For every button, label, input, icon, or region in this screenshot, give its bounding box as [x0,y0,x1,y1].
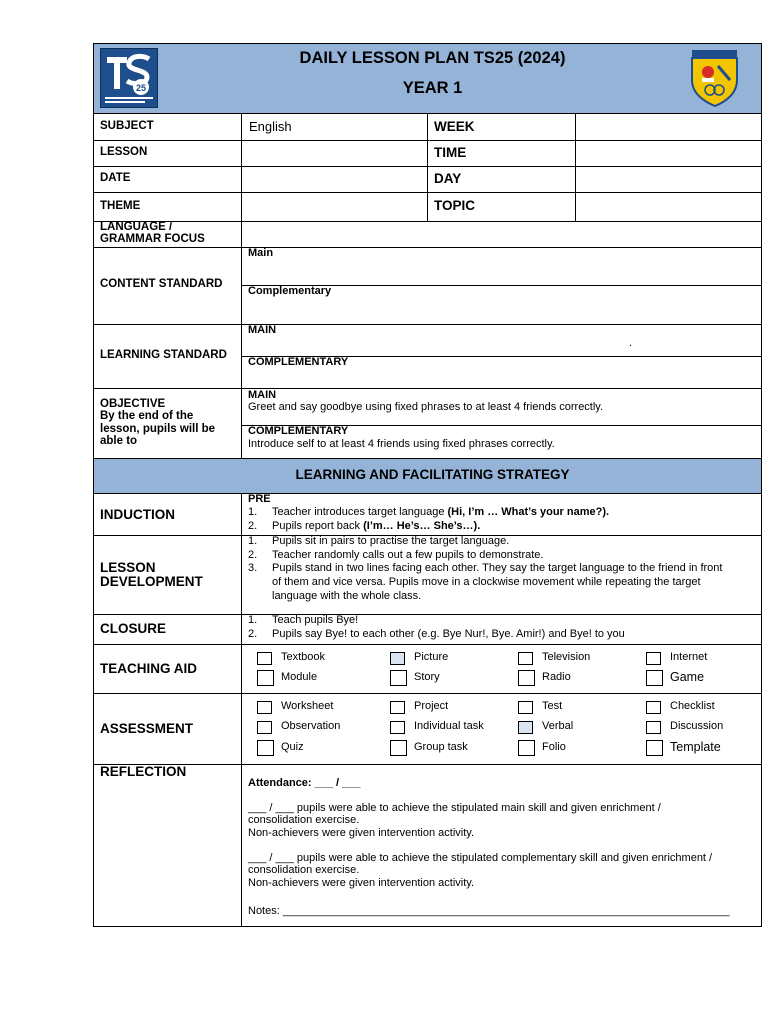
worksheet-option: Worksheet [281,700,334,712]
time-label: TIME [434,145,467,160]
television-checkbox[interactable] [518,652,533,665]
attendance-line: Attendance: ___ / ___ [248,777,361,789]
project-option: Project [414,700,449,712]
learning-standard-dot: . [629,337,633,349]
story-option: Story [414,671,440,683]
induction-pre: PRE [248,493,271,505]
development-number-1: 1. [248,535,258,547]
reflection-comp-line-1: ___ / ___ pupils were able to achieve the stipulated complementary skill and given enrichment / [248,852,713,864]
learning-standard-complementary: COMPLEMENTARY [248,356,349,368]
content-standard-complementary: Complementary [248,285,332,297]
folio-option: Folio [542,741,566,753]
module-option: Module [281,671,318,683]
reflection-main-line-2: consolidation exercise. [248,814,360,826]
group-task-checkbox[interactable] [390,740,407,756]
svg-text:25: 25 [136,83,147,93]
checklist-option: Checklist [670,700,715,712]
test-checkbox[interactable] [518,701,533,714]
template-option: Template [670,740,721,754]
development-label-line-2: DEVELOPMENT [100,574,203,589]
individual-task-option: Individual task [414,720,484,732]
development-item-3-line-2: of them and vice versa. Pupils move in a clockwise movement while repeating the target [272,576,701,588]
picture-option: Picture [414,651,449,663]
textbook-checkbox[interactable] [257,652,272,665]
discussion-checkbox[interactable] [646,721,661,734]
observation-checkbox[interactable] [257,721,272,734]
folio-checkbox[interactable] [518,740,535,756]
module-checkbox[interactable] [257,670,274,686]
objective-label: OBJECTIVE [100,398,166,410]
objective-label-line-4: able to [100,435,138,447]
document-title: DAILY LESSON PLAN TS25 (2024) [299,49,566,67]
day-label: DAY [434,171,462,186]
objective-label-line-2: By the end of the [100,410,194,422]
group-task-option: Group task [414,741,468,753]
theme-label: THEME [100,200,141,212]
induction-label: INDUCTION [100,507,175,522]
worksheet-checkbox[interactable] [257,701,272,714]
reflection-main-line-1: ___ / ___ pupils were able to achieve the stipulated main skill and given enrichment / [248,802,661,814]
learning-standard-main: MAIN [248,324,277,336]
closure-number-1: 1. [248,614,258,626]
objective-main-text: Greet and say goodbye using fixed phrases to at least 4 friends correctly. [248,401,604,413]
reflection-label: REFLECTION [100,764,187,779]
verbal-option: Verbal [542,720,574,732]
closure-item-1: Teach pupils Bye! [272,614,359,626]
television-option: Television [542,651,591,663]
strategy-heading: LEARNING AND FACILITATING STRATEGY [295,467,570,482]
quiz-checkbox[interactable] [257,740,274,756]
development-item-1: Pupils sit in pairs to practise the target language. [272,535,510,547]
subject-value[interactable]: English [249,119,292,134]
game-checkbox[interactable] [646,670,663,686]
development-item-3-line-3: language with the whole class. [272,590,422,602]
subject-label: SUBJECT [100,120,154,132]
learning-standard-label: LEARNING STANDARD [100,349,227,361]
induction-number-2: 2. [248,520,258,532]
closure-number-2: 2. [248,628,258,640]
induction-number-1: 1. [248,506,258,518]
internet-checkbox[interactable] [646,652,661,665]
induction-item-2: Pupils report back (I’m… He’s… She’s…). [272,520,481,532]
textbook-option: Textbook [281,651,326,663]
reflection-comp-line-3: Non-achievers were given intervention activity. [248,877,475,889]
language-label-line-2: GRAMMAR FOCUS [100,233,205,245]
story-checkbox[interactable] [390,670,407,686]
week-label: WEEK [434,119,475,134]
closure-item-2: Pupils say Bye! to each other (e.g. Bye Nur!, Bye. Amir!) and Bye! to you [272,628,625,640]
development-item-2: Teacher randomly calls out a few pupils to demonstrate. [272,549,544,561]
development-item-3-line-1: Pupils stand in two lines facing each other. They say the target language to the friend in front [272,562,723,574]
individual-task-checkbox[interactable] [390,721,405,734]
notes-line[interactable]: Notes: _________________________________________________________________________ [248,905,730,917]
objective-label-line-3: lesson, pupils will be [100,423,216,435]
internet-option: Internet [670,651,708,663]
content-standard-main: Main [248,247,274,259]
date-label: DATE [100,172,131,184]
closure-label: CLOSURE [100,621,167,636]
test-option: Test [542,700,563,712]
checklist-checkbox[interactable] [646,701,661,714]
lesson-label: LESSON [100,146,148,158]
objective-complementary-heading: COMPLEMENTARY [248,425,349,437]
quiz-option: Quiz [281,741,304,753]
year-title: YEAR 1 [402,79,463,97]
topic-label: TOPIC [434,198,476,213]
teaching-aid-label: TEACHING AID [100,661,197,676]
objective-complementary-text: Introduce self to at least 4 friends using fixed phrases correctly. [248,438,555,450]
assessment-label: ASSESSMENT [100,721,194,736]
picture-checkbox[interactable] [390,652,405,665]
content-standard-label: CONTENT STANDARD [100,278,223,290]
observation-option: Observation [281,720,341,732]
discussion-option: Discussion [670,720,724,732]
objective-main-heading: MAIN [248,389,277,401]
language-label-line-1: LANGUAGE / [100,221,173,233]
development-number-2: 2. [248,549,258,561]
verbal-checkbox[interactable] [518,721,533,734]
radio-checkbox[interactable] [518,670,535,686]
template-checkbox[interactable] [646,740,663,756]
development-number-3: 3. [248,562,258,574]
game-option: Game [670,670,705,684]
project-checkbox[interactable] [390,701,405,714]
development-label-line-1: LESSON [100,560,156,575]
induction-item-1: Teacher introduces target language (Hi, I’m … What’s your name?). [272,506,610,518]
reflection-comp-line-2: consolidation exercise. [248,864,360,876]
radio-option: Radio [542,671,571,683]
reflection-main-line-3: Non-achievers were given intervention activity. [248,827,475,839]
